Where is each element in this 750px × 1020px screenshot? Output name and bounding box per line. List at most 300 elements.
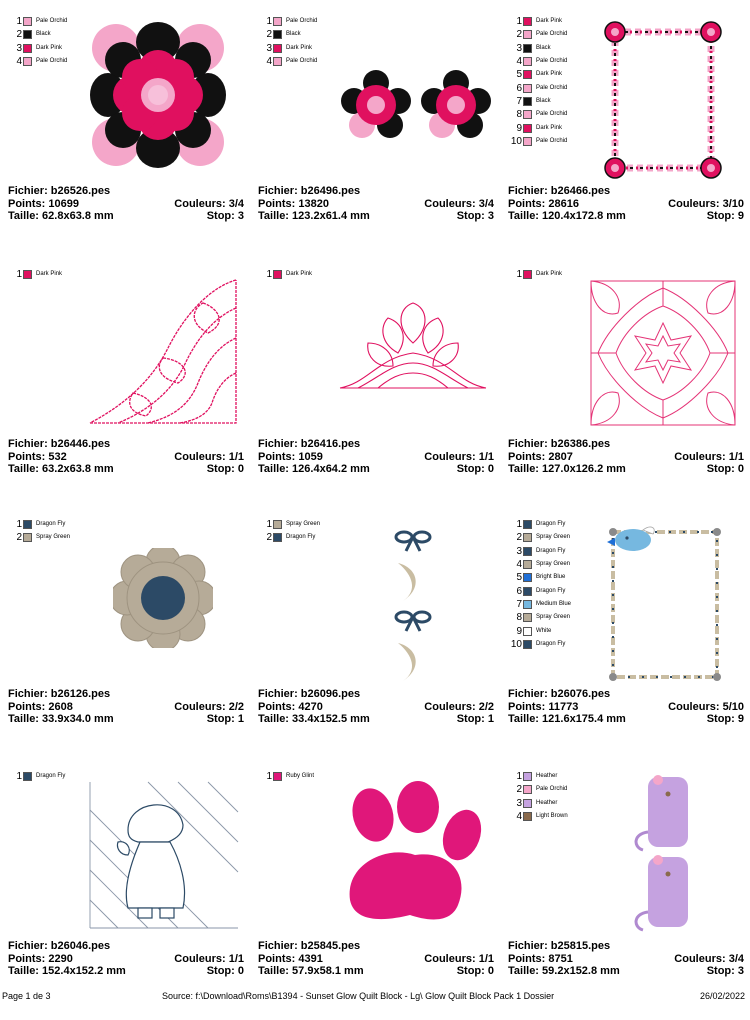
color-chip (523, 70, 532, 79)
color-index: 3 (516, 545, 522, 557)
color-list (260, 15, 317, 68)
design-card (508, 770, 748, 1020)
size-value: 127.0x126.2 mm (542, 463, 626, 475)
color-swatch-row (10, 28, 67, 41)
color-name: Medium Blue (536, 600, 572, 607)
border-frame-preview (603, 20, 723, 180)
file-name: b25845.pes (300, 940, 361, 952)
color-list (510, 268, 562, 281)
color-swatch-row (510, 611, 571, 624)
stop-value: 9 (737, 713, 744, 725)
info-row-size (508, 713, 744, 726)
info-row-size (8, 713, 244, 726)
design-info (8, 438, 244, 476)
colors-label: Couleurs: (174, 450, 226, 463)
size-label: Taille: (8, 965, 39, 977)
info-row-points (8, 953, 244, 966)
color-chip (273, 17, 282, 26)
page-footer (0, 991, 750, 1003)
info-row-size (508, 463, 744, 476)
design-card (508, 518, 748, 768)
paw-print-preview (340, 780, 485, 930)
color-chip (523, 812, 532, 821)
points-label: Points: (8, 450, 46, 463)
points-label: Points: (508, 952, 546, 965)
color-swatch-row (10, 15, 67, 28)
points-value: 4391 (298, 952, 323, 965)
color-list (260, 770, 314, 783)
info-row-size (258, 210, 494, 223)
color-index: 4 (516, 811, 522, 823)
file-label: Fichier: (8, 185, 48, 197)
colors-value: 3/10 (722, 197, 744, 210)
color-chip (273, 533, 282, 542)
color-swatch-row (510, 135, 567, 148)
points-value: 28616 (548, 197, 579, 210)
stop-label: Stop: (706, 965, 735, 977)
info-row-file (508, 185, 744, 198)
color-list (10, 268, 62, 281)
file-label: Fichier: (8, 688, 48, 700)
colors-label: Couleurs: (668, 700, 720, 713)
color-index: 1 (266, 519, 272, 531)
color-index: 5 (516, 69, 522, 81)
color-name: Dark Pink (36, 44, 63, 51)
color-index: 1 (516, 16, 522, 28)
info-row-points (8, 451, 244, 464)
color-name: Dragon Fly (536, 640, 566, 647)
color-chip (523, 785, 532, 794)
color-swatch-row (260, 15, 317, 28)
color-chip (23, 533, 32, 542)
quilt-half-block-preview (338, 298, 488, 393)
size-label: Taille: (258, 965, 289, 977)
size-label: Taille: (8, 463, 39, 475)
colors-value: 2/2 (228, 700, 244, 713)
stop-label: Stop: (456, 713, 485, 725)
size-value: 59.2x152.8 mm (542, 965, 620, 977)
color-swatch-row (510, 558, 571, 571)
color-chip (523, 17, 532, 26)
stop-value: 9 (737, 210, 744, 222)
stop-value: 3 (487, 210, 494, 222)
color-list (510, 770, 568, 823)
points-value: 11773 (548, 700, 579, 713)
color-chip (523, 547, 532, 556)
points-value: 2608 (48, 700, 73, 713)
color-swatch-row (260, 770, 314, 783)
color-swatch-row (10, 770, 65, 783)
flower-design-preview (88, 20, 228, 170)
color-chip (273, 30, 282, 39)
points-label: Points: (258, 700, 296, 713)
color-index: 6 (516, 82, 522, 94)
color-name: Black (536, 44, 551, 51)
color-swatch-row (510, 531, 571, 544)
color-index: 9 (516, 122, 522, 134)
quilt-corner-preview (88, 278, 240, 428)
color-list (10, 15, 67, 68)
color-index: 4 (266, 56, 272, 68)
color-swatch-row (260, 268, 312, 281)
info-row-points (8, 701, 244, 714)
color-name: Dragon Fly (536, 547, 566, 554)
color-index: 2 (516, 532, 522, 544)
design-info (508, 185, 744, 223)
color-name: Dragon Fly (36, 773, 66, 780)
color-name: Light Brown (536, 813, 568, 820)
colors-value: 1/1 (728, 450, 744, 463)
color-swatch-row (510, 121, 567, 134)
color-swatch-row (510, 268, 562, 281)
size-label: Taille: (508, 713, 539, 725)
design-info (258, 438, 494, 476)
points-value: 532 (48, 450, 67, 463)
points-value: 13820 (298, 197, 329, 210)
color-name: Dark Pink (286, 44, 313, 51)
file-name: b26096.pes (300, 688, 361, 700)
color-name: Spray Green (536, 561, 571, 568)
color-name: Pale Orchid (36, 18, 68, 25)
color-chip (23, 270, 32, 279)
color-index: 1 (266, 771, 272, 783)
color-index: 10 (510, 135, 522, 147)
colors-value: 3/4 (478, 197, 494, 210)
size-label: Taille: (258, 713, 289, 725)
color-index: 5 (516, 572, 522, 584)
color-name: Pale Orchid (536, 84, 568, 91)
color-chip (523, 772, 532, 781)
color-name: Spray Green (286, 521, 321, 528)
color-index: 4 (516, 56, 522, 68)
info-row-points (508, 451, 744, 464)
color-swatch-row (260, 28, 317, 41)
color-chip (523, 137, 532, 146)
color-swatch-row (510, 797, 568, 810)
color-swatch-row (510, 571, 571, 584)
file-label: Fichier: (258, 438, 298, 450)
color-chip (23, 57, 32, 66)
size-label: Taille: (508, 210, 539, 222)
color-index: 2 (266, 532, 272, 544)
color-chip (23, 520, 32, 529)
color-index: 3 (516, 797, 522, 809)
colors-value: 1/1 (478, 450, 494, 463)
color-name: Dragon Fly (536, 521, 566, 528)
file-name: b26496.pes (300, 185, 361, 197)
points-label: Points: (508, 450, 546, 463)
size-value: 121.6x175.4 mm (542, 713, 626, 725)
color-name: Pale Orchid (536, 111, 568, 118)
stop-label: Stop: (206, 965, 235, 977)
file-label: Fichier: (508, 185, 548, 197)
info-row-file (258, 688, 494, 701)
size-value: 33.9x34.0 mm (42, 713, 114, 725)
file-label: Fichier: (8, 438, 48, 450)
source-path: Source: f:\Download\Roms\B1394 - Sunset Glow Quilt Block - Lg\ Glow Quilt Block Pack 1 Dossier (162, 991, 555, 1001)
color-index: 2 (516, 29, 522, 41)
file-label: Fichier: (258, 185, 298, 197)
info-row-size (258, 713, 494, 726)
color-chip (23, 772, 32, 781)
color-name: Black (286, 31, 301, 38)
colors-value: 2/2 (478, 700, 494, 713)
mice-border-preview (628, 772, 698, 937)
color-chip (523, 533, 532, 542)
colors-label: Couleurs: (674, 952, 726, 965)
design-card (8, 518, 248, 768)
file-name: b26416.pes (300, 438, 361, 450)
info-row-size (8, 463, 244, 476)
color-index: 6 (516, 585, 522, 597)
info-row-file (258, 438, 494, 451)
file-label: Fichier: (508, 940, 548, 952)
points-value: 2807 (548, 450, 573, 463)
color-chip (523, 520, 532, 529)
info-row-file (258, 185, 494, 198)
size-label: Taille: (8, 713, 39, 725)
points-value: 2290 (48, 952, 73, 965)
stop-label: Stop: (206, 463, 235, 475)
size-label: Taille: (508, 965, 539, 977)
stop-value: 1 (487, 713, 494, 725)
page-number: Page 1 de 3 (2, 991, 51, 1001)
color-name: White (536, 627, 552, 634)
size-value: 57.9x58.1 mm (292, 965, 364, 977)
color-index: 2 (16, 29, 22, 41)
color-index: 1 (516, 519, 522, 531)
color-chip (273, 44, 282, 53)
colors-value: 1/1 (228, 952, 244, 965)
stop-label: Stop: (706, 713, 735, 725)
design-card (258, 15, 498, 265)
size-value: 123.2x61.4 mm (292, 210, 370, 222)
color-index: 8 (516, 109, 522, 121)
color-name: Bright Blue (536, 574, 566, 581)
stop-value: 0 (237, 463, 244, 475)
stop-label: Stop: (706, 463, 735, 475)
color-chip (523, 30, 532, 39)
file-name: b26046.pes (50, 940, 111, 952)
stop-value: 3 (737, 965, 744, 977)
stop-label: Stop: (456, 965, 485, 977)
color-name: Spray Green (536, 534, 571, 541)
info-row-points (258, 953, 494, 966)
color-chip (273, 772, 282, 781)
color-index: 1 (16, 519, 22, 531)
info-row-points (508, 701, 744, 714)
sunbonnet-girl-preview (88, 780, 240, 930)
color-chip (523, 57, 532, 66)
color-index: 1 (516, 771, 522, 783)
color-swatch-row (510, 42, 567, 55)
color-index: 2 (516, 784, 522, 796)
color-chip (273, 57, 282, 66)
points-label: Points: (258, 197, 296, 210)
stop-value: 0 (487, 965, 494, 977)
color-chip (523, 613, 532, 622)
color-swatch-row (510, 15, 567, 28)
color-chip (273, 270, 282, 279)
color-index: 3 (16, 42, 22, 54)
stop-label: Stop: (206, 713, 235, 725)
color-chip (523, 110, 532, 119)
size-value: 126.4x64.2 mm (292, 463, 370, 475)
color-swatch-row (510, 28, 567, 41)
color-index: 3 (516, 42, 522, 54)
color-index: 1 (16, 16, 22, 28)
color-name: Dark Pink (536, 271, 563, 278)
color-swatch-row (510, 81, 567, 94)
color-swatch-row (510, 770, 568, 783)
color-swatch-row (510, 545, 571, 558)
points-value: 4270 (298, 700, 323, 713)
color-chip (523, 573, 532, 582)
size-value: 62.8x63.8 mm (42, 210, 114, 222)
design-info (8, 688, 244, 726)
color-swatch-row (510, 598, 571, 611)
info-row-points (8, 198, 244, 211)
colors-label: Couleurs: (424, 450, 476, 463)
colors-value: 1/1 (478, 952, 494, 965)
file-name: b26076.pes (550, 688, 611, 700)
color-index: 1 (266, 269, 272, 281)
stop-label: Stop: (206, 210, 235, 222)
color-swatch-row (510, 783, 568, 796)
color-chip (523, 124, 532, 133)
color-chip (523, 560, 532, 569)
color-swatch-row (510, 108, 567, 121)
color-chip (23, 44, 32, 53)
color-name: Pale Orchid (286, 58, 318, 65)
info-row-file (8, 940, 244, 953)
file-label: Fichier: (258, 940, 298, 952)
color-index: 7 (516, 598, 522, 610)
stop-value: 0 (237, 965, 244, 977)
design-info (8, 940, 244, 978)
bow-moon-border-preview (388, 523, 438, 683)
color-chip (523, 270, 532, 279)
color-index: 9 (516, 625, 522, 637)
color-chip (523, 600, 532, 609)
color-index: 2 (16, 532, 22, 544)
file-label: Fichier: (8, 940, 48, 952)
color-swatch-row (10, 518, 70, 531)
color-name: Pale Orchid (536, 58, 568, 65)
file-name: b25815.pes (550, 940, 611, 952)
color-index: 4 (516, 559, 522, 571)
color-swatch-row (10, 42, 67, 55)
color-index: 3 (266, 42, 272, 54)
stop-label: Stop: (456, 463, 485, 475)
stop-label: Stop: (706, 210, 735, 222)
size-label: Taille: (508, 463, 539, 475)
color-name: Pale Orchid (536, 137, 568, 144)
color-name: Spray Green (536, 614, 571, 621)
color-name: Dark Pink (536, 124, 563, 131)
stop-value: 1 (237, 713, 244, 725)
colors-label: Couleurs: (174, 197, 226, 210)
color-swatch-row (510, 518, 571, 531)
design-info (508, 438, 744, 476)
color-swatch-row (510, 624, 571, 637)
design-info (508, 688, 744, 726)
points-value: 1059 (298, 450, 323, 463)
color-swatch-row (10, 55, 67, 68)
color-name: Dark Pink (36, 271, 63, 278)
design-info (508, 940, 744, 978)
color-chip (523, 44, 532, 53)
points-label: Points: (508, 700, 546, 713)
color-index: 1 (266, 16, 272, 28)
design-card (8, 15, 248, 265)
color-swatch-row (510, 810, 568, 823)
info-row-file (508, 688, 744, 701)
stop-value: 0 (737, 463, 744, 475)
color-name: Black (536, 97, 551, 104)
info-row-file (8, 185, 244, 198)
color-name: Dark Pink (286, 271, 313, 278)
size-label: Taille: (258, 210, 289, 222)
color-name: Heather (536, 799, 558, 806)
color-index: 8 (516, 612, 522, 624)
color-chip (523, 627, 532, 636)
color-name: Heather (536, 773, 558, 780)
info-row-file (508, 438, 744, 451)
info-row-points (508, 953, 744, 966)
color-index: 1 (16, 269, 22, 281)
points-label: Points: (8, 952, 46, 965)
colors-value: 5/10 (722, 700, 744, 713)
scalloped-flower-preview (113, 548, 213, 648)
bird-frame-preview (603, 520, 728, 685)
info-row-file (508, 940, 744, 953)
file-name: b26446.pes (50, 438, 111, 450)
color-name: Dragon Fly (536, 587, 566, 594)
points-label: Points: (8, 700, 46, 713)
points-value: 10699 (48, 197, 79, 210)
color-list (510, 15, 567, 148)
design-info (258, 688, 494, 726)
color-index: 4 (16, 56, 22, 68)
color-swatch-row (510, 68, 567, 81)
file-label: Fichier: (508, 438, 548, 450)
points-label: Points: (508, 197, 546, 210)
info-row-size (8, 965, 244, 978)
info-row-size (508, 965, 744, 978)
size-value: 152.4x152.2 mm (42, 965, 126, 977)
design-card (258, 518, 498, 768)
quilt-block-preview (588, 278, 738, 428)
info-row-points (258, 451, 494, 464)
color-list (10, 770, 65, 783)
print-date: 26/02/2022 (699, 991, 745, 1001)
info-row-size (258, 965, 494, 978)
info-row-size (8, 210, 244, 223)
info-row-points (508, 198, 744, 211)
color-chip (523, 640, 532, 649)
color-name: Dragon Fly (36, 521, 66, 528)
size-value: 120.4x172.8 mm (542, 210, 626, 222)
design-card (8, 770, 248, 1020)
color-swatch-row (260, 42, 317, 55)
color-swatch-row (260, 55, 317, 68)
info-row-points (258, 701, 494, 714)
colors-value: 3/4 (728, 952, 744, 965)
size-value: 63.2x63.8 mm (42, 463, 114, 475)
file-label: Fichier: (508, 688, 548, 700)
stop-value: 0 (487, 463, 494, 475)
